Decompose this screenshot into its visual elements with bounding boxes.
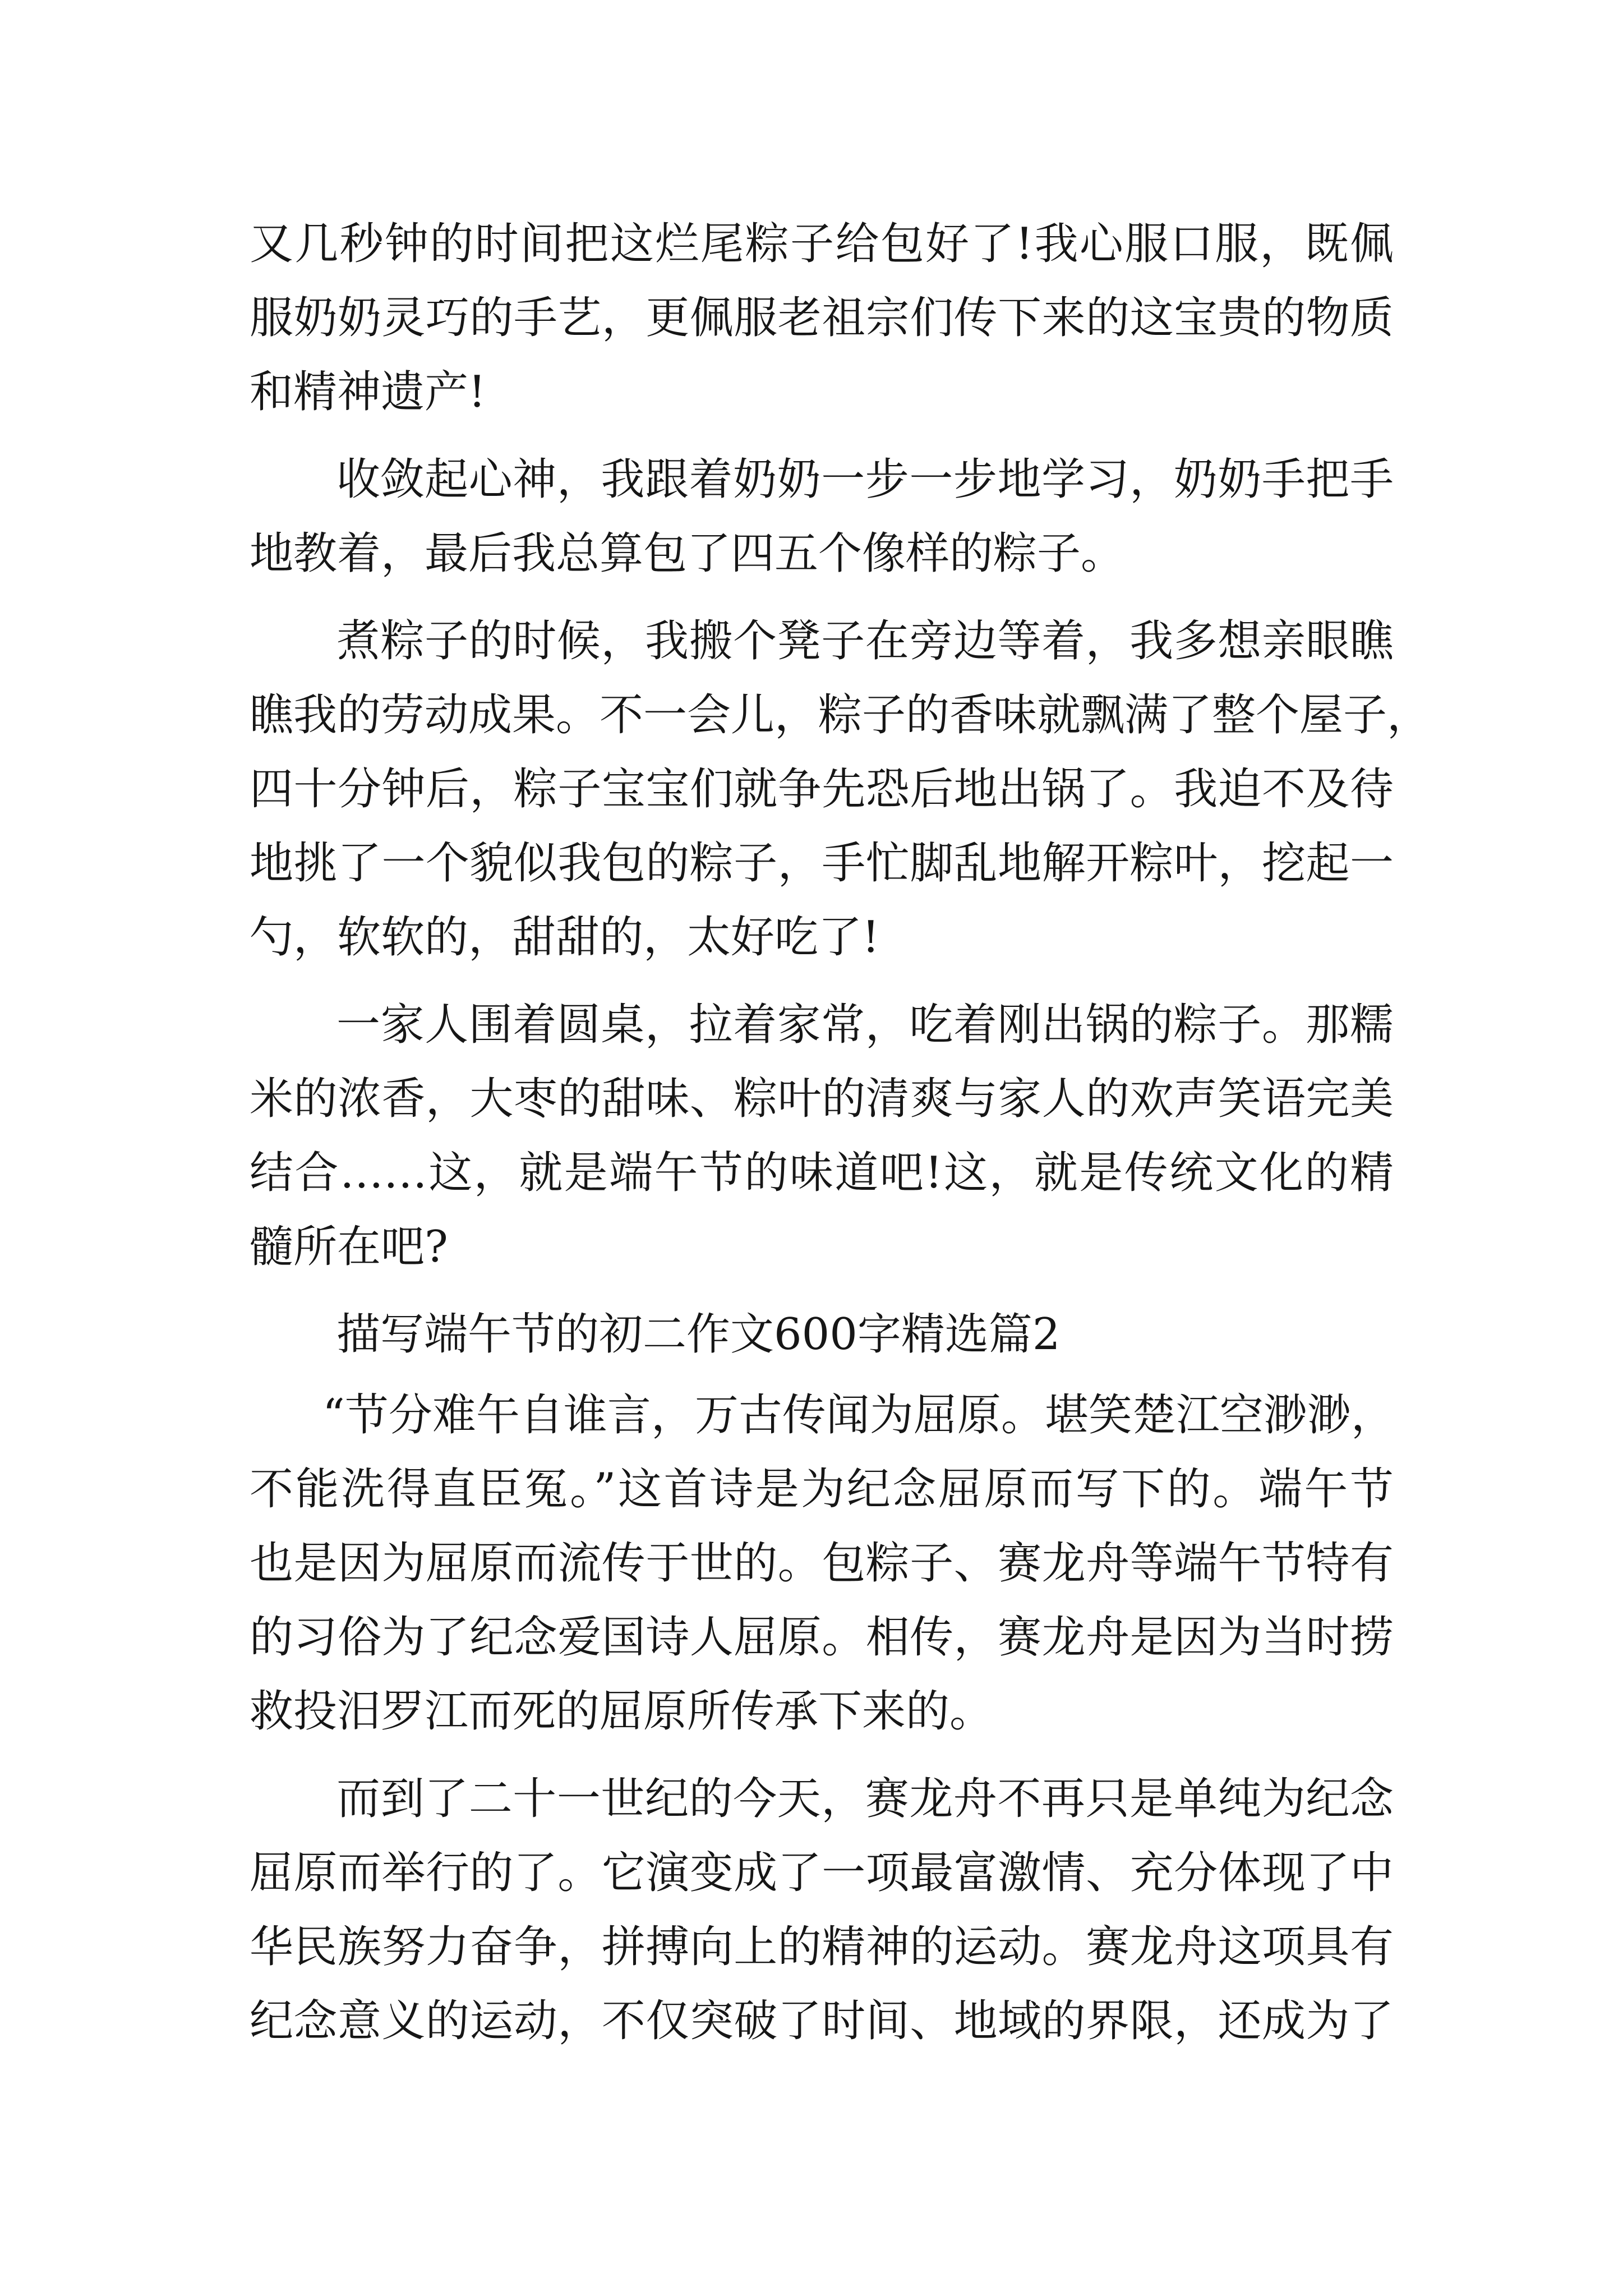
text-line: 四十分钟后，粽子宝宝们就争先恐后地出锅了。我迫不及待 xyxy=(250,764,1394,815)
text-line: 服奶奶灵巧的手艺，更佩服老祖宗们传下来的这宝贵的物质 xyxy=(250,293,1394,343)
text-line: 不能洗得直臣冤。”这首诗是为纪念屈原而写下的。端午节 xyxy=(250,1464,1394,1515)
text-line: 的习俗为了纪念爱国诗人屈原。相传，赛龙舟是因为当时捞 xyxy=(250,1612,1394,1663)
text-line: “节分难午自谁言，万古传闻为屈原。堪笑楚江空渺渺， xyxy=(322,1390,1395,1441)
text-line: 纪念意义的运动，不仅突破了时间、地域的界限，还成为了 xyxy=(250,1996,1394,2046)
section-heading: 描写端午节的初二作文600字精选篇2 xyxy=(336,1309,1061,1360)
text-line: 也是因为屈原而流传于世的。包粽子、赛龙舟等端午节特有 xyxy=(250,1538,1394,1589)
text-line: 救投汨罗江而死的屈原所传承下来的。 xyxy=(250,1686,994,1737)
text-line: 一家人围着圆桌，拉着家常，吃着刚出锅的粽子。那糯 xyxy=(336,1000,1394,1050)
text-line: 地挑了一个貌似我包的粽子，手忙脚乱地解开粽叶，挖起一 xyxy=(250,838,1394,889)
text-line: 又几秒钟的时间把这烂尾粽子给包好了!我心服口服，既佩 xyxy=(250,219,1394,269)
text-line: 华民族努力奋争，拼搏向上的精神的运动。赛龙舟这项具有 xyxy=(250,1922,1394,1972)
text-line: 地教着，最后我总算包了四五个像样的粽子。 xyxy=(250,528,1125,579)
text-line: 煮粽子的时候，我搬个凳子在旁边等着，我多想亲眼瞧 xyxy=(336,616,1394,666)
text-line: 瞧我的劳动成果。不一会儿，粽子的香味就飘满了整个屋子， xyxy=(250,690,1431,740)
text-line: 和精神遗产! xyxy=(250,367,486,417)
text-line: 勺，软软的，甜甜的，太好吃了! xyxy=(250,912,880,963)
text-line: 而到了二十一世纪的今天，赛龙舟不再只是单纯为纪念 xyxy=(336,1774,1394,1824)
text-line: 米的浓香，大枣的甜味、粽叶的清爽与家人的欢声笑语完美 xyxy=(250,1074,1394,1124)
text-line: 收敛起心神，我跟着奶奶一步一步地学习，奶奶手把手 xyxy=(336,454,1394,505)
text-line: 屈原而举行的了。它演变成了一项最富激情、充分体现了中 xyxy=(250,1848,1394,1898)
text-line: 髓所在吧? xyxy=(250,1222,448,1272)
text-line: 结合……这，就是端午节的味道吧!这，就是传统文化的精 xyxy=(250,1148,1394,1198)
